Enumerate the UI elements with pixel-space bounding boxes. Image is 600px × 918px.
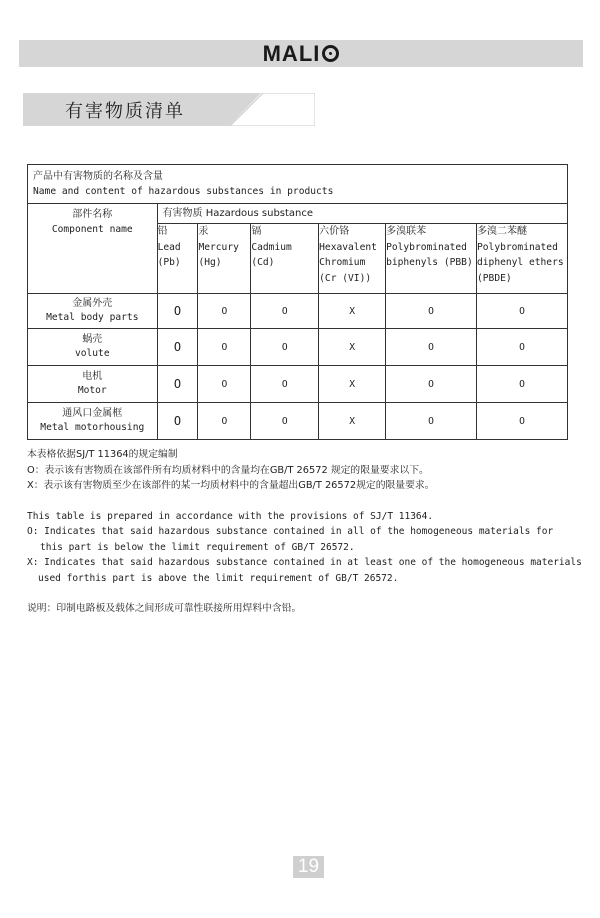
substance-cn: 六价铬 [319,226,350,237]
value-cell: O [198,366,251,403]
substance-mercury [198,224,251,294]
substance-en: Hexavalent [319,241,377,253]
value-cell: O [198,329,251,366]
table-row [28,403,568,440]
component-name-en: volute [74,348,110,359]
table-row [28,366,568,403]
substance-pbde [477,224,568,294]
component-name [28,294,158,329]
value-cell: O [251,294,319,329]
value-cell: O [477,294,568,329]
value-cell: O [157,403,198,440]
substance-cadmium [251,224,319,294]
value-cell: O [477,329,568,366]
component-name-cn: 电机 [82,371,103,382]
substance-en: Cadmium [251,241,292,253]
table-row [28,294,568,329]
section-title-banner [23,93,315,126]
component-name-en: Motor [77,385,107,396]
component-header [28,204,158,294]
o-circle-logo-icon [322,45,339,62]
value-cell: O [386,403,477,440]
table-caption-row [28,165,568,204]
table-caption [28,165,568,204]
value-cell: O [386,294,477,329]
value-cell: O [386,366,477,403]
value-cell: O [157,329,198,366]
value-cell: O [251,329,319,366]
component-name-en: Metal motorhousing [40,422,145,433]
substance-header-text: 有害物质 Hazardous substance [162,208,314,219]
value-cell: X [319,366,386,403]
substance-pbb [386,224,477,294]
caption-cn: 产品中有害物质的名称及含量 [33,171,163,182]
component-name [28,366,158,403]
substance-header [157,204,567,224]
component-name-cn: 金属外壳 [72,298,113,309]
component-name-cn: 蜗壳 [82,334,103,345]
note-en-x-line1: X: Indicates that said hazardous substance contained in at least one of the homogeneous materials [27,557,582,568]
component-name-cn: 通风口金属框 [62,408,123,419]
component-header-cn: 部件名称 [72,209,113,220]
notes-section [27,447,582,617]
note-en-o-line2: this part is below the limit requirement of GB/T 26572. [40,541,355,553]
value-cell: O [157,294,198,329]
substance-lead [157,224,198,294]
substance-cn: 多溴二苯醚 [477,226,527,237]
component-header-en: Component name [51,224,133,235]
substance-en-line2: diphenyl ethers [477,257,564,268]
substance-cn: 汞 [198,226,209,237]
note-cn-x: X：表示该有害物质至少在该部件的某一均质材料中的含量超出GB/T 26572规定的限量要求。 [27,480,435,491]
hazardous-substances-table [27,164,568,440]
substance-cn: 铅 [157,226,168,237]
substance-symbol: (Pb) [157,257,181,268]
value-cell: O [157,366,198,403]
value-cell: O [198,294,251,329]
value-cell: O [386,329,477,366]
substance-en-line2: Chromium [319,257,366,268]
caption-en: Name and content of hazardous substances in products [33,186,334,197]
substance-chromium [319,224,386,294]
value-cell: X [319,294,386,329]
note-en-basis: This table is prepared in accordance with the provisions of SJ/T 11364. [27,510,434,522]
substance-symbol: (Hg) [198,257,222,268]
value-cell: O [251,366,319,403]
brand-text: MALI [262,40,321,66]
note-spacer [27,494,577,509]
note-spacer [27,586,577,601]
note-en-o-line1: O: Indicates that said hazardous substance contained in all of the homogeneous materials for [27,526,554,537]
value-cell: O [198,403,251,440]
header-bar [19,40,583,67]
component-name [28,403,158,440]
substance-symbol: (PBDE) [477,272,512,284]
substance-symbol: (Cr (VI)) [319,272,372,284]
value-cell: X [319,403,386,440]
substance-cn: 镉 [251,226,262,237]
note-en-x-line2: used forthis part is above the limit requirement of GB/T 26572. [38,572,399,584]
page-number: 19 [293,856,324,878]
substance-en: Polybrominated [386,241,467,253]
table-row [28,329,568,366]
substance-symbol: (Cd) [251,257,275,268]
table-header-row [28,204,568,224]
substance-en-line2: biphenyls (PBB) [386,257,473,268]
substance-en: Polybrominated [477,241,558,253]
note-cn-basis: 本表格依据SJ/T 11364的规定编制 [27,449,178,460]
value-cell: X [319,329,386,366]
note-cn-o: O：表示该有害物质在该部件所有均质材料中的含量均在GB/T 26572 规定的限量要求以下。 [27,464,429,476]
substance-en: Lead [157,241,181,253]
value-cell: O [251,403,319,440]
substance-en: Mercury [198,241,239,253]
substance-cn: 多溴联苯 [386,226,427,237]
section-title: 有害物质清单 [65,101,185,122]
brand-logo [19,40,583,67]
component-name-en: Metal body parts [46,312,139,323]
component-name [28,329,158,366]
note-remark: 说明：印制电路板及载体之间形成可靠性联接所用焊料中含铅。 [27,603,302,614]
value-cell: O [477,366,568,403]
value-cell: O [477,403,568,440]
